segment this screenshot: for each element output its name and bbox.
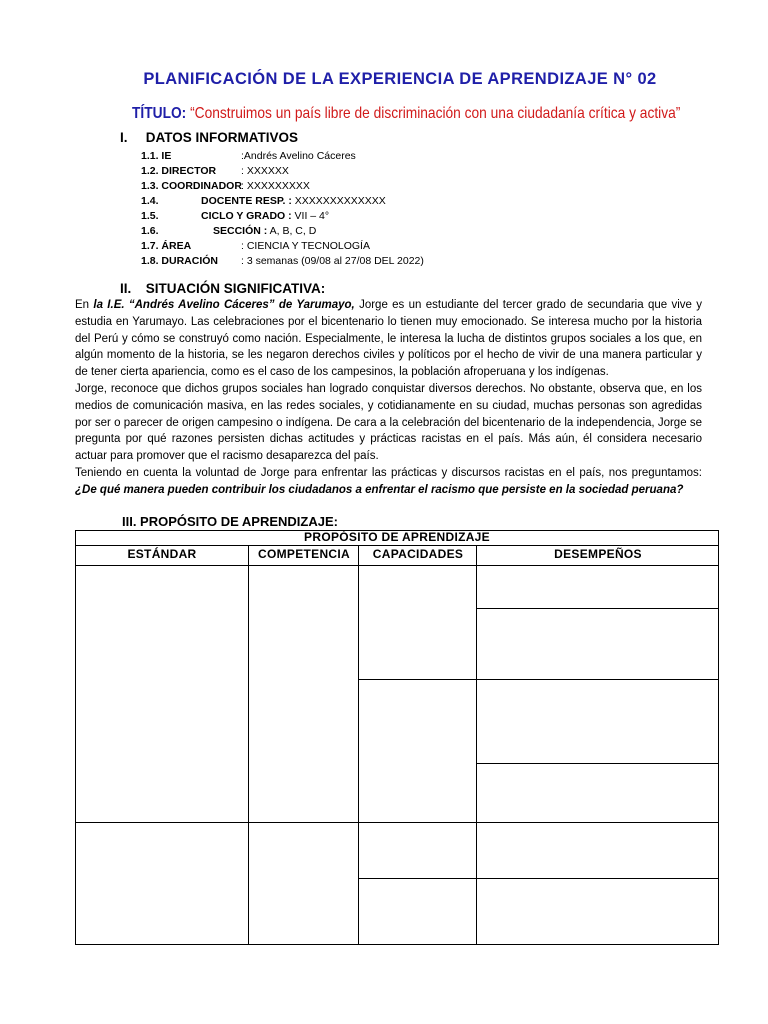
info-key: 1.3. COORDINADOR — [141, 180, 242, 192]
column-header-estandar: ESTÁNDAR — [127, 547, 197, 561]
table-caption: PROPÓSITO DE APRENDIZAJE — [304, 530, 490, 544]
text-run: Jorge es un estudiante del tercer grado de secundaria que vive y estudia en Yarumayo. Las celebraciones por el bicentenario lo tienen muy emocionado. Se interesa mucho por la historia del Perú y cómo se construyó como nación. Especialmente, le interesa la lucha de distintos grupos sociales a los que, en algún momento de la historia, se les negaron derechos civiles y políticos por el hecho de vivir de una manera particular y de tener cierta apariencia, como es el caso de los campesinos, la población afroperuana y los indígenas. — [75, 299, 702, 379]
info-value: VII – 4° — [291, 210, 330, 222]
info-key: 1.1. IE — [141, 150, 172, 162]
info-value: : 3 semanas (09/08 al 27/08 DEL 2022) — [241, 255, 424, 267]
paragraph-2: Jorge, reconoce que dichos grupos sociales han logrado conquistar diversos derechos. No obstante, observa que, en los medios de comunicación masiva, en las redes sociales, y cotidianamente en su ciudad, muchas personas son agredidas por ser o parecer de origen campesino o indígena. De cara a la celebración del bicentenario de la independencia, Jorge se pregunta por qué razones persisten dichas actitudes y prácticas racistas en el país. Más aún, él considera necesario actuar para promover que el racismo desaparezca del país. — [75, 382, 702, 463]
info-key: 1.2. DIRECTOR — [141, 165, 217, 177]
column-header-capacidades: CAPACIDADES — [372, 547, 464, 561]
text-run: Teniendo en cuenta la voluntad de Jorge para enfrentar las prácticas y discursos racistas en el país, nos preguntamos: — [75, 466, 702, 479]
info-key: 1.4. — [141, 195, 159, 207]
info-value: : XXXXXXXXX — [241, 180, 310, 192]
section-2-title: SITUACIÓN SIGNIFICATIVA: — [145, 281, 326, 296]
section-1-number: I. — [120, 130, 128, 145]
column-header-desempenos: DESEMPEÑOS — [554, 547, 642, 561]
info-key: 1.8. DURACIÓN — [141, 255, 219, 267]
info-value: : XXXXXX — [241, 165, 289, 177]
text-run-emphasis: la I.E. “Andrés Avelino Cáceres” de Yarumayo, — [93, 299, 355, 311]
info-key: 1.5. — [141, 210, 159, 222]
info-value: :Andrés Avelino Cáceres — [241, 150, 356, 162]
text-run-emphasis: ¿De qué manera pueden contribuir los ciudadanos a enfrentar el racismo que persiste en la sociedad peruana? — [75, 483, 684, 496]
section-2-number: II. — [120, 281, 132, 296]
info-value: XXXXXXXXXXXXX — [291, 195, 386, 207]
section-1-title: DATOS INFORMATIVOS — [145, 130, 299, 145]
column-header-competencia: COMPETENCIA — [258, 547, 350, 561]
document-title: PLANIFICACIÓN DE LA EXPERIENCIA DE APRENDIZAJE N° 02 — [143, 70, 657, 88]
subtitle-label: TÍTULO: — [132, 105, 187, 122]
info-key: 1.7. ÁREA — [141, 240, 192, 252]
info-key: 1.6. — [141, 225, 159, 237]
info-value: : CIENCIA Y TECNOLOGÍA — [241, 240, 370, 252]
info-key-2-label: SECCIÓN : — [213, 225, 268, 237]
info-value: A, B, C, D — [267, 225, 317, 237]
text-run: En — [75, 299, 94, 311]
info-key-2-label: DOCENTE RESP. : — [201, 195, 292, 207]
section-3-heading: III. PROPÓSITO DE APRENDIZAJE: — [122, 514, 338, 529]
info-key-2-label: CICLO Y GRADO : — [201, 210, 292, 222]
subtitle-text: “Construimos un país libre de discriminación con una ciudadanía crítica y activa” — [190, 105, 681, 122]
